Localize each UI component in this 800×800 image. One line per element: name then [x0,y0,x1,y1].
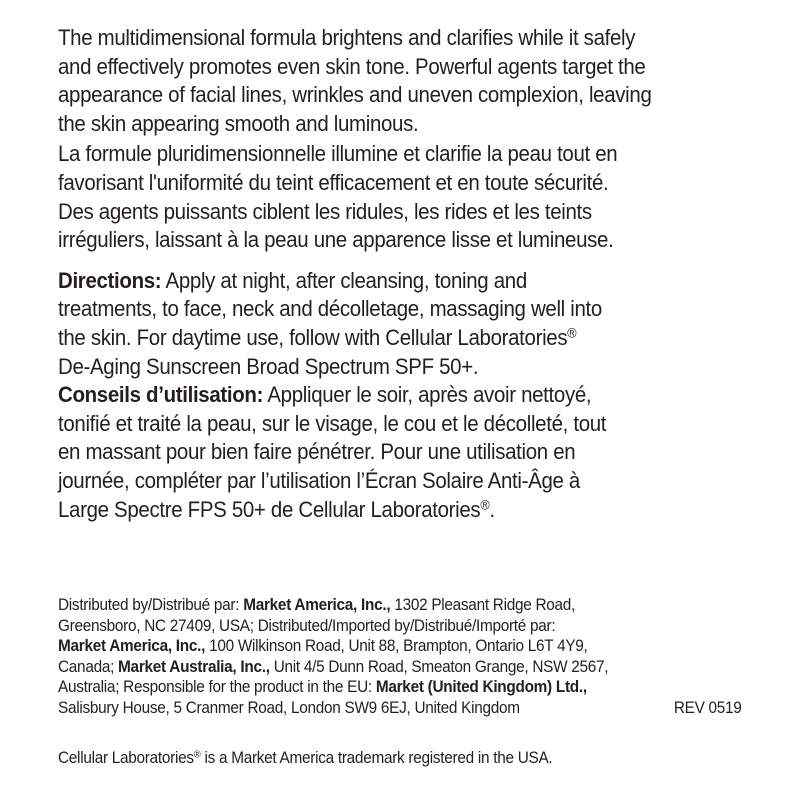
distribution-text: Distributed by/Distribué par: [58,596,244,614]
text-line [58,267,748,296]
text-line: en massant pour bien faire pénétrer. Pour une utilisation en [58,439,576,465]
english-description [58,24,748,138]
text-line: tonifié et traité la peau, sur le visage, le cou et le décolleté, tout [58,410,607,436]
conseils-text: Large Spectre FPS 50+ de Cellular Laboratories [58,496,481,522]
text-line: The multidimensional formula brightens and clarifies while it safely [58,25,636,50]
text-line: the skin appearing smooth and luminous. [58,110,419,136]
text-line [58,636,748,657]
distribution-text: Unit 4/5 Dunn Road, Smeaton Grange, NSW 2567, [269,657,609,676]
conseils-section [58,381,748,524]
text-line: La formule pluridimensionnelle illumine et clarifie la peau tout en [58,141,618,167]
distribution-text [58,595,748,719]
text-line [58,595,748,616]
label-text [58,24,748,524]
distribution-info [58,595,800,719]
text-line: irréguliers, laissant à la peau une apparence lisse et lumineuse. [58,227,614,253]
text-line [58,657,748,678]
text-line: treatments, to face, neck and décolletage, massaging well into [58,296,602,322]
directions-text: the skin. For daytime use, follow with Cellular Laboratories [58,324,568,350]
revision-code: REV 0519 [673,698,742,717]
text-line: Des agents puissants ciblent les ridules, les rides et les teints [58,198,592,224]
trademark-text [58,748,748,769]
distribution-text: 100 Wilkinson Road, Unit 88, Brampton, Ontario L6T 4Y9, [205,637,588,656]
text-line: appearance of facial lines, wrinkles and uneven complexion, leaving [58,82,652,108]
text-line [58,381,748,410]
distribution-text: Salisbury House, 5 Cranmer Road, London SW9 6EJ, United Kingdom [58,698,520,717]
conseils-text: Appliquer le soir, après avoir nettoyé, [263,382,592,408]
conseils-text: . [489,496,495,522]
text-line: Greensboro, NC 27409, USA; Distributed/Imported by/Distribué/Importé par: [58,616,556,635]
text-line: favorisant l'uniformité du teint efficacement et en toute sécurité. [58,169,609,195]
directions-label: Directions: [58,267,162,293]
distribution-text: 1302 Pleasant Ridge Road, [390,596,576,614]
text-line: De-Aging Sunscreen Broad Spectrum SPF 50+. [58,353,479,379]
conseils-label: Conseils d’utilisation: [58,382,264,408]
text-line [58,698,742,719]
text-line [58,677,748,698]
directions-section [58,267,748,381]
company-name: Market (United Kingdom) Ltd., [375,678,587,697]
text-line [58,748,748,769]
text-line: journée, compléter par l’utilisation l’Écran Solaire Anti-Âge à [58,467,580,493]
trademark-text: Cellular Laboratories [58,749,194,767]
directions-text: Apply at night, after cleansing, toning and [161,267,527,293]
distribution-text: Canada; [58,657,119,676]
registered-mark: ® [193,749,201,761]
trademark-text: is a Market America trademark registered in the USA. [200,749,553,767]
text-line [58,324,748,353]
company-name: Market America, Inc., [243,596,391,614]
registered-mark: ® [480,497,490,512]
company-name: Market Australia, Inc., [118,657,270,676]
text-line [58,496,748,525]
text-line: and effectively promotes even skin tone. Powerful agents target the [58,53,646,79]
distribution-text: Australia; Responsible for the product in the EU: [58,678,376,697]
company-name: Market America, Inc., [58,637,206,656]
registered-mark: ® [567,325,577,341]
french-description [58,140,748,254]
trademark-notice [58,748,800,769]
